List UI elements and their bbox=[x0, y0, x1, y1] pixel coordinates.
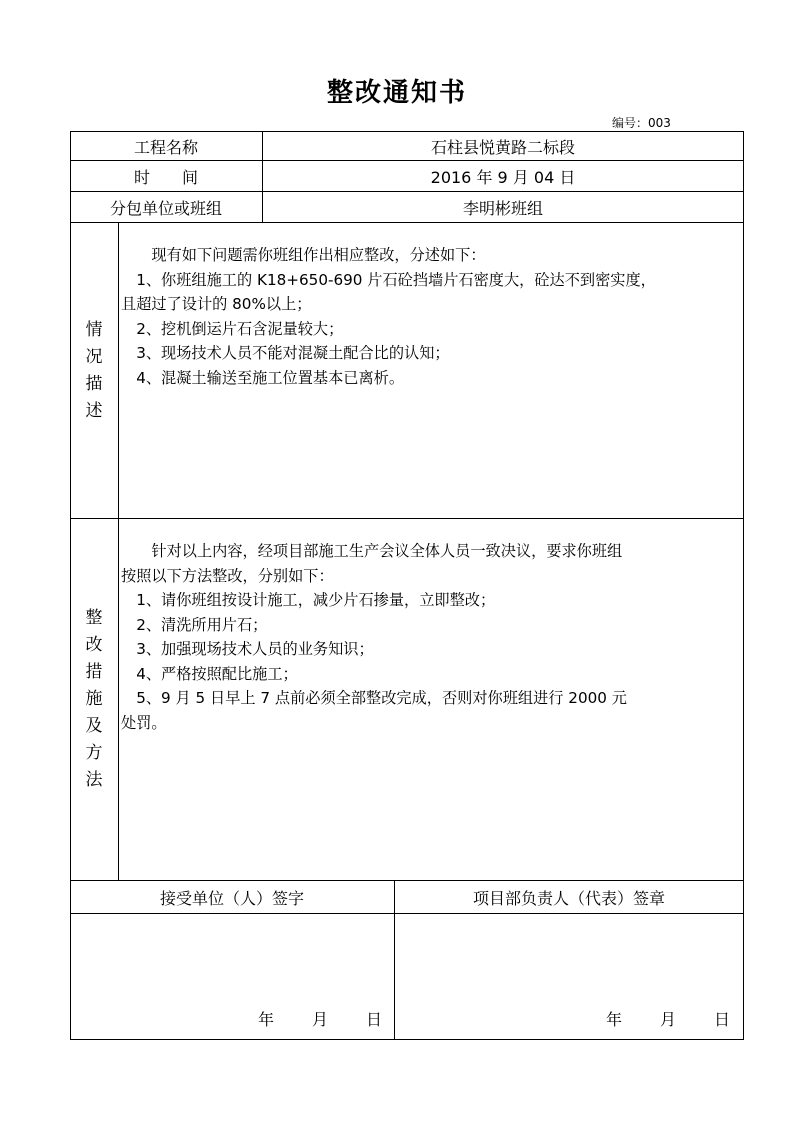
measures-line: 2、清洗所用片石； bbox=[121, 615, 268, 634]
measures-description bbox=[121, 539, 741, 735]
situation-line: 1、你班组施工的 K18+650-690 片石砼挡墙片石密度大，砼达不到密实度， bbox=[121, 270, 656, 289]
situation-line: 且超过了设计的 80%以上； bbox=[121, 295, 312, 313]
situation-label bbox=[70, 223, 118, 518]
table-row-divider bbox=[70, 913, 744, 914]
measures-line: 针对以上内容，经项目部施工生产会议全体人员一致决议，要求你班组 bbox=[121, 542, 623, 560]
situation-label-char: 述 bbox=[85, 400, 103, 421]
measures-label-char: 法 bbox=[85, 770, 103, 790]
table-border-right bbox=[743, 131, 744, 1040]
date-year: 年 bbox=[606, 1010, 623, 1029]
measures-line: 按照以下方法整改，分别如下： bbox=[121, 566, 334, 585]
situation-line: 3、现场技术人员不能对混凝土配合比的认知； bbox=[121, 344, 450, 362]
measures-label-char: 方 bbox=[85, 743, 103, 763]
date-day: 日 bbox=[366, 1010, 383, 1029]
project-signature-date bbox=[606, 1007, 730, 1030]
measures-line: 1、请你班组按设计施工，减少片石掺量，立即整改； bbox=[121, 591, 496, 609]
time-value: 2016 年 9 月 04 日 bbox=[430, 167, 576, 187]
table-row-divider bbox=[70, 222, 744, 223]
situation-label-char: 描 bbox=[85, 373, 103, 394]
project-name-value: 石柱县悦黄路二标段 bbox=[430, 137, 575, 157]
measures-line: 5、9 月 5 日早上 7 点前必须全部整改完成，否则对你班组进行 2000 元 bbox=[121, 689, 627, 707]
document-number: 编号：003 bbox=[612, 116, 671, 130]
situation-label-char: 况 bbox=[85, 346, 103, 367]
measures-label-char: 施 bbox=[85, 689, 103, 709]
document-title: 整改通知书 bbox=[326, 78, 467, 108]
table-row-divider bbox=[70, 518, 744, 519]
subcontractor-label: 分包单位或班组 bbox=[109, 198, 222, 218]
date-month: 月 bbox=[312, 1010, 329, 1029]
situation-label-char: 情 bbox=[85, 319, 103, 340]
project-name-label: 工程名称 bbox=[133, 137, 198, 157]
subcontractor-value: 李明彬班组 bbox=[462, 198, 543, 218]
measures-line: 3、加强现场技术人员的业务知识； bbox=[121, 640, 374, 658]
measures-label-char: 措 bbox=[85, 662, 103, 682]
date-year: 年 bbox=[258, 1010, 275, 1029]
measures-label-char: 改 bbox=[85, 635, 103, 655]
date-day: 日 bbox=[714, 1010, 731, 1029]
situation-line: 2、挖机倒运片石含泥量较大； bbox=[121, 319, 344, 338]
table-border-bottom bbox=[70, 1039, 744, 1040]
notice-table bbox=[70, 131, 744, 1040]
date-month: 月 bbox=[660, 1010, 677, 1029]
receiver-signature-date bbox=[258, 1007, 382, 1030]
measures-label-char: 及 bbox=[85, 716, 103, 736]
project-signature-label: 项目部负责人（代表）签章 bbox=[472, 888, 665, 908]
table-column-divider bbox=[118, 222, 119, 880]
measures-line: 处罚。 bbox=[121, 713, 167, 732]
situation-line: 现有如下问题需你班组作出相应整改，分述如下： bbox=[121, 246, 486, 264]
situation-line: 4、混凝土输送至施工位置基本已离析。 bbox=[121, 368, 405, 387]
measures-label bbox=[70, 519, 118, 880]
measures-line: 4、严格按照配比施工； bbox=[121, 664, 298, 683]
time-label: 时 间 bbox=[133, 167, 198, 187]
situation-description bbox=[121, 243, 741, 390]
measures-label-char: 整 bbox=[85, 608, 103, 628]
receiver-signature-label: 接受单位（人）签字 bbox=[159, 888, 304, 908]
